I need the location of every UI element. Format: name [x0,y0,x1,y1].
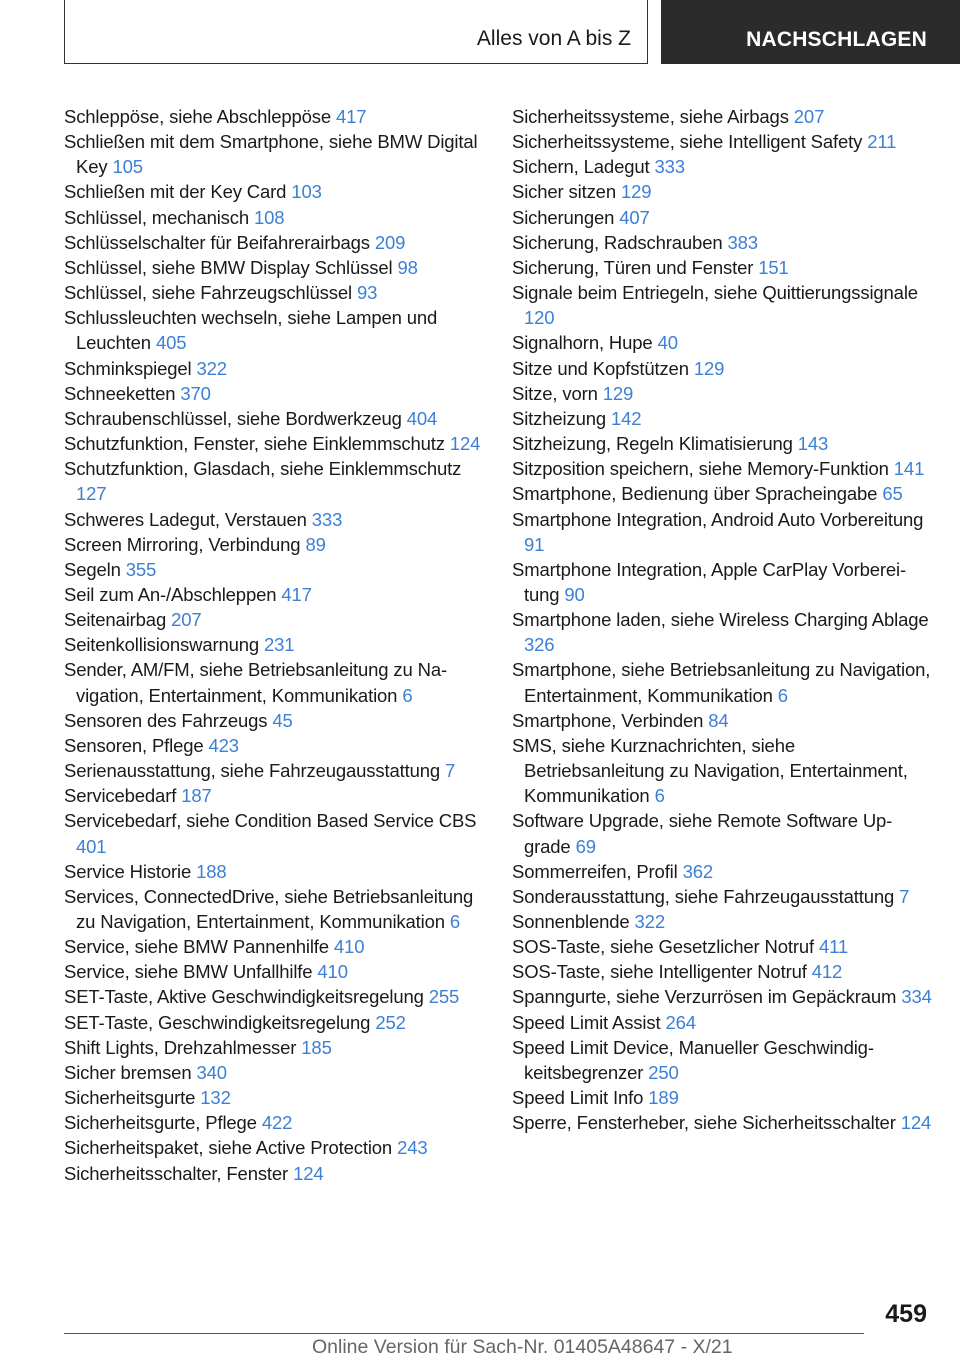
index-page-link[interactable]: 404 [406,407,438,429]
index-page-link[interactable]: 93 [356,282,378,304]
index-entry-text: Sicherheitsschalter, Fenster [64,1162,289,1184]
index-page-link[interactable]: 243 [397,1137,428,1159]
index-entry-text: Sicherungen [512,206,615,228]
index-entry [64,305,484,355]
index-entry [512,859,932,884]
index-entry [64,934,484,959]
index-page-link[interactable]: 185 [301,1036,332,1058]
index-page-link[interactable]: 362 [682,860,714,882]
index-page-link[interactable]: 65 [882,483,903,505]
index-entry [64,205,484,230]
index-entry [64,255,484,280]
index-entry-text: Schlussleuchten wechseln, siehe Lampen und Leuchten [64,307,438,354]
index-page-link[interactable]: 91 [524,533,545,555]
index-entry [512,431,932,456]
index-entry-text: Sonderausstattung, siehe Fahrzeugausstattung [512,885,895,907]
index-entry [512,808,932,858]
index-entry [512,205,932,230]
index-page-link[interactable]: 120 [524,307,555,329]
index-entry-text: Schlüssel, mechanisch [64,206,250,228]
index-page-link[interactable]: 370 [180,382,211,404]
index-entry [64,708,484,733]
index-page-link[interactable]: 105 [112,156,143,178]
index-entry-text: Sitzheizung, Regeln Klimatisierung [512,433,793,455]
index-entry [64,1060,484,1085]
index-entry-text: Schutzfunktion, Glasdach, siehe Einklemmschutz [64,458,462,480]
index-page-link[interactable]: 417 [281,583,312,605]
index-entry [64,532,484,557]
index-column-right [512,104,932,1135]
index-page-link[interactable]: 207 [793,106,825,127]
footer-text: Online Version für Sach-Nr. 01405A48647 - X/21 [312,1336,733,1358]
index-page-link[interactable]: 333 [654,156,685,178]
index-page-link[interactable]: 124 [900,1112,932,1134]
index-entry [512,129,932,154]
index-entry-text: Sicherung, Radschrauben [512,231,723,253]
index-entry-text: Sitze, vorn [512,382,598,404]
index-entry-text: Schleppöse, siehe Abschleppöse [64,106,332,127]
index-page-link[interactable]: 6 [449,911,461,932]
index-page-link[interactable]: 250 [648,1061,679,1083]
index-page-link[interactable]: 355 [125,558,157,580]
index-entry [512,230,932,255]
index-page-link[interactable]: 84 [708,709,729,731]
index-entry-text: Service Historie [64,860,192,882]
index-entry [512,381,932,406]
index-page-link[interactable]: 103 [291,181,322,203]
index-entry [512,733,932,808]
index-entry [64,104,484,129]
index-entry-text: Schlüssel, siehe BMW Display Schlüssel [64,256,393,278]
index-entry [64,507,484,532]
index-entry-text: Smartphone laden, siehe Wireless Charging Ablage [512,609,929,631]
index-entry [64,1110,484,1135]
index-entry-text: SET-Taste, Aktive Geschwindigkeitsregelung [64,986,424,1008]
index-page-link[interactable]: 7 [899,885,910,907]
index-entry-text: Service, siehe BMW Unfallhilfe [64,961,313,983]
index-entry [64,456,484,506]
index-page-link[interactable]: 151 [758,256,789,278]
index-entry [512,280,932,330]
section-header [64,0,648,64]
index-page-link[interactable]: 211 [867,131,897,153]
index-entry [64,280,484,305]
index-entry-text: Signalhorn, Hupe [512,332,653,354]
index-page-link[interactable]: 411 [819,936,849,958]
index-entry-text: Sperre, Fensterheber, siehe Sicherheitsschalter [512,1112,896,1134]
index-entry-text: Sensoren des Fahrzeugs [64,709,268,731]
index-entry-text: Sonnenblende [512,911,630,932]
index-entry-text: Sitzheizung [512,407,606,429]
index-entry-text: Schminkspiegel [64,357,192,379]
index-page-link[interactable]: 383 [727,231,758,253]
index-entry [512,1085,932,1110]
index-entry [64,1035,484,1060]
index-entry-text: Smartphone, Verbinden [512,709,704,731]
index-entry [64,984,484,1009]
index-page-link[interactable]: 407 [619,206,650,228]
index-entry [512,179,932,204]
index-entry [64,884,484,934]
index-entry [512,154,932,179]
index-entry [512,104,932,129]
index-page-link[interactable]: 142 [611,407,642,429]
index-page-link[interactable]: 129 [602,382,634,404]
index-entry-text: SOS-Taste, siehe Gesetzlicher Notruf [512,936,815,958]
index-entry [512,657,932,707]
index-entry [64,1010,484,1035]
index-entry [512,481,932,506]
index-page-link[interactable]: 90 [564,583,585,605]
index-page-link[interactable]: 189 [648,1087,679,1109]
index-page-link[interactable]: 326 [524,634,555,656]
index-page-link[interactable]: 143 [797,433,829,455]
page-number: 459 [885,1300,927,1328]
index-entry [512,330,932,355]
index-entry-text: Sicherheitspaket, siehe Active Protection [64,1137,393,1159]
index-entry [64,1161,484,1186]
index-page-link[interactable]: 129 [620,181,652,203]
index-entry-text: Sicher sitzen [512,181,616,203]
index-page-link[interactable]: 127 [76,483,107,505]
index-entry [64,381,484,406]
index-entry-text: Seitenairbag [64,609,167,631]
index-entry-text: Smartphone Integration, Apple CarPlay Vorbereitung [512,558,907,605]
index-entry [64,129,484,179]
index-page-link[interactable]: 98 [397,256,418,278]
index-entry-text: Sicherheitsgurte [64,1087,196,1109]
index-entry [512,884,932,909]
index-entry-text: SMS, siehe Kurznachrichten, siehe Betriebsanleitung zu Navigation, Entertainment, Kommunikation [512,734,908,807]
index-page-link[interactable]: 264 [665,1011,696,1033]
chapter-header [661,0,960,64]
index-entry-text: Sicherheitssysteme, siehe Intelligent Safety [512,131,863,153]
index-entry [512,1110,932,1135]
index-page-link[interactable]: 89 [305,533,326,555]
index-entry [512,456,932,481]
index-page-link[interactable]: 6 [654,785,665,807]
index-page-link[interactable]: 412 [811,961,843,983]
index-entry-text: Sicherheitsgurte, Pflege [64,1112,257,1134]
index-entry-text: Screen Mirroring, Verbindung [64,533,301,555]
index-entry-text: Smartphone Integration, Android Auto Vorbereitung [512,508,924,530]
index-entry [64,1135,484,1160]
index-page-link[interactable]: 45 [272,709,293,731]
index-entry [512,557,932,607]
index-page-link[interactable]: 322 [634,911,665,932]
index-entry-text: Sommerreifen, Profil [512,860,678,882]
index-page-link[interactable]: 124 [449,433,481,455]
index-entry [512,934,932,959]
footer-divider [64,1333,864,1334]
index-page-link[interactable]: 124 [293,1162,324,1184]
index-entry-text: Sicher bremsen [64,1061,192,1083]
index-entry-text: Speed Limit Info [512,1087,644,1109]
index-page-link[interactable]: 322 [196,357,227,379]
index-entry [64,356,484,381]
index-page-link[interactable]: 417 [336,106,367,127]
chapter-title: NACHSCHLAGEN [746,28,927,51]
index-entry [512,356,932,381]
index-entry-text: Spanngurte, siehe Verzurrösen im Gepäckraum [512,986,897,1008]
index-page-link[interactable]: 405 [155,332,187,354]
index-entry-text: Software Upgrade, siehe Remote Software Upgrade [512,810,893,857]
index-page-link[interactable]: 7 [444,760,456,782]
index-entry [64,406,484,431]
index-entry-text: Sicherung, Türen und Fenster [512,256,754,278]
index-entry [64,808,484,858]
index-page-link[interactable]: 187 [181,785,212,807]
index-entry-text: Serienausstattung, siehe Fahrzeugausstattung [64,760,440,782]
index-entry [512,909,932,934]
index-entry-text: Schutzfunktion, Fenster, siehe Einklemmschutz [64,433,445,455]
index-entry-text: Sitzposition speichern, siehe Memory-Funktion [512,458,889,480]
index-entry-text: SOS-Taste, siehe Intelligenter Notruf [512,961,807,983]
index-entry-text: Speed Limit Assist [512,1011,661,1033]
index-entry [512,984,932,1009]
index-page-link[interactable]: 231 [264,634,295,656]
index-entry [64,758,484,783]
index-page-link[interactable]: 423 [208,734,239,756]
index-entry [512,406,932,431]
index-entry [512,959,932,984]
index-entry-text: Seil zum An-/Abschleppen [64,583,277,605]
index-entry-text: Servicebedarf, siehe Condition Based Service CBS [64,810,477,832]
index-page-link[interactable]: 6 [402,684,413,706]
index-entry-text: Smartphone, siehe Betriebsanleitung zu Navigation, Entertainment, Kommunikation [512,659,931,706]
index-entry [64,632,484,657]
index-entry-text: Schraubenschlüssel, siehe Bordwerkzeug [64,407,402,429]
index-page-link[interactable]: 255 [428,986,460,1008]
index-entry-text: Speed Limit Device, Manueller Geschwindigkeitsbegrenzer [512,1036,874,1083]
index-entry-text: Seitenkollisionswarnung [64,634,260,656]
index-page-link[interactable]: 334 [901,986,932,1008]
index-page-link[interactable]: 207 [171,609,202,631]
index-page-link[interactable]: 410 [317,961,348,983]
index-page-link[interactable]: 141 [893,458,925,480]
index-entry-text: SET-Taste, Geschwindigkeitsregelung [64,1011,371,1033]
index-entry [64,1085,484,1110]
index-entry-text: Servicebedarf [64,785,177,807]
index-entry [512,255,932,280]
index-entry-text: Signale beim Entriegeln, siehe Quittierungssignale [512,282,918,304]
section-title: Alles von A bis Z [476,27,631,50]
index-page-link[interactable]: 422 [261,1112,293,1134]
index-entry [512,607,932,657]
index-page-link[interactable]: 252 [375,1011,406,1033]
index-entry-text: Schließen mit dem Smartphone, siehe BMW Digital Key [64,131,478,178]
index-entry-text: Schneeketten [64,382,176,404]
index-entry-text: Schlüssel, siehe Fahrzeugschlüssel [64,282,352,304]
index-entry-text: Sichern, Ladegut [512,156,650,178]
index-entry [64,607,484,632]
index-entry [64,230,484,255]
index-entry [64,431,484,456]
index-entry-text: Schweres Ladegut, Verstauen [64,508,307,530]
index-page-link[interactable]: 209 [374,231,406,253]
index-entry [64,859,484,884]
index-entry [64,959,484,984]
index-page-link[interactable]: 40 [657,332,678,354]
index-entry-text: Schließen mit der Key Card [64,181,287,203]
index-entry-text: Sitze und Kopfstützen [512,357,689,379]
index-entry-text: Smartphone, Bedienung über Spracheingabe [512,483,878,505]
index-page-link[interactable]: 132 [200,1087,231,1109]
index-entry [512,1010,932,1035]
index-page-link[interactable]: 401 [76,835,107,857]
index-page-link[interactable]: 129 [693,357,725,379]
index-page-link[interactable]: 188 [196,860,227,882]
index-entry-text: Services, ConnectedDrive, siehe Betriebsanleitung zu Navigation, Entertainment, Kommunikation [64,885,474,932]
index-entry [64,733,484,758]
index-entry [64,657,484,707]
index-entry-text: Sensoren, Pflege [64,734,204,756]
index-entry [512,708,932,733]
index-entry-text: Shift Lights, Drehzahlmesser [64,1036,297,1058]
index-entry-text: Service, siehe BMW Pannenhilfe [64,936,329,958]
index-entry-text: Sender, AM/FM, siehe Betriebsanleitung zu Navigation, Entertainment, Kommunikation [64,659,448,706]
index-entry [64,557,484,582]
index-page-link[interactable]: 69 [575,835,596,857]
index-page-link[interactable]: 6 [777,684,788,706]
index-entry [64,783,484,808]
index-entry [512,1035,932,1085]
index-page-link[interactable]: 340 [196,1061,227,1083]
index-entry [64,179,484,204]
index-page-link[interactable]: 108 [254,206,285,228]
index-column-left [64,104,484,1186]
index-entry-text: Schlüsselschalter für Beifahrerairbags [64,231,370,253]
index-entry [64,582,484,607]
index-entry [512,507,932,557]
index-page-link[interactable]: 333 [311,508,343,530]
index-entry-text: Sicherheitssysteme, siehe Airbags [512,106,789,127]
index-page-link[interactable]: 410 [333,936,365,958]
index-entry-text: Segeln [64,558,121,580]
